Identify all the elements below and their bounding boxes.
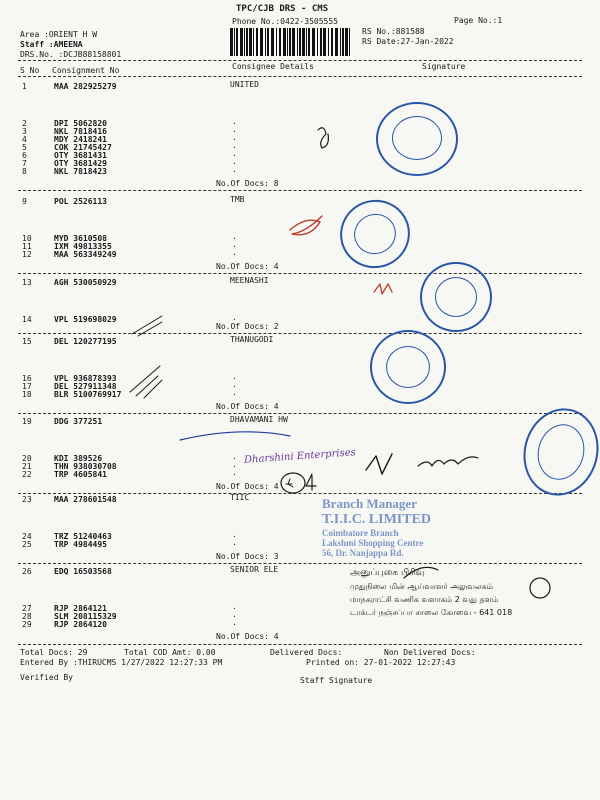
row-consignment-no: MAA 278601548	[54, 495, 117, 504]
consignee-name: SENIOR ELE	[230, 565, 279, 574]
row-sno: 18	[22, 390, 32, 399]
staff-signature: Staff Signature	[300, 676, 373, 685]
page-number: Page No.:1	[454, 16, 503, 25]
total-docs: Total Docs: 29	[20, 648, 88, 657]
col-signature: Signature	[422, 62, 466, 71]
signature-mark	[366, 454, 392, 474]
row-dot: .	[232, 618, 237, 627]
ink-stroke	[180, 432, 290, 440]
row-dot: .	[232, 232, 237, 241]
report-title: TPC/CJB DRS - CMS	[236, 4, 329, 14]
row-consignment-no: OTY 3681431	[54, 151, 107, 160]
drs-number: DRS.No. :DCJB88158801	[20, 50, 122, 59]
row-dot: .	[232, 149, 237, 158]
row-dot: .	[232, 133, 237, 142]
row-dot: .	[232, 240, 237, 249]
row-consignment-no: TRP 4984495	[54, 540, 107, 549]
consignee-name: MEENASHI	[230, 276, 269, 285]
auto-stores-stamp	[370, 330, 446, 404]
signature-mark	[374, 284, 392, 294]
consignee-name: THANUGODI	[230, 335, 274, 344]
row-consignment-no: KDI 389526	[54, 454, 103, 463]
row-sno: 23	[22, 495, 32, 504]
row-consignment-no: EDQ 16503568	[54, 567, 112, 576]
row-consignment-no: VPL 519698029	[54, 315, 117, 324]
electricals-stamp	[420, 262, 492, 332]
doc-count: No.Of Docs: 4	[216, 262, 279, 271]
row-consignment-no: RJP 2864120	[54, 620, 107, 629]
row-consignment-no: BLR 5100769917	[54, 390, 122, 399]
divider	[18, 644, 582, 645]
delivered-docs: Delivered Docs:	[270, 648, 343, 657]
row-dot: .	[232, 372, 237, 381]
row-dot: .	[232, 125, 237, 134]
rs-number: RS No.:881588	[362, 27, 425, 36]
handwritten-note: Dharshini Enterprises	[243, 447, 357, 466]
row-consignment-no: NKL 7818416	[54, 127, 107, 136]
tamil-stamp-line-4: டாக்டர் நஞ்சப்பா சாலை கோவை - 641 018	[350, 608, 513, 617]
consignee-name: TIIC	[230, 493, 250, 502]
doc-count: No.Of Docs: 4	[216, 402, 279, 411]
row-sno: 8	[22, 167, 27, 176]
row-consignment-no: DEL 120277195	[54, 337, 117, 346]
row-sno: 9	[22, 197, 27, 206]
col-consignee: Consignee Details	[232, 62, 314, 71]
row-dot: .	[232, 530, 237, 539]
row-sno: 22	[22, 470, 32, 479]
area-field: Area :ORIENT H W	[20, 30, 98, 39]
row-dot: .	[232, 313, 237, 322]
row-sno: 29	[22, 620, 32, 629]
row-sno: 25	[22, 540, 32, 549]
round-stamp	[376, 102, 458, 176]
row-consignment-no: RJP 2864121	[54, 604, 107, 613]
staff-field: Staff :AMEENA	[20, 40, 83, 49]
doc-count: No.Of Docs: 8	[216, 179, 279, 188]
divider	[18, 60, 582, 61]
row-consignment-no: MYD 3610508	[54, 234, 107, 243]
row-consignment-no: DDG 377251	[54, 417, 103, 426]
total-cod: Total COD Amt: 0.00	[124, 648, 216, 657]
row-consignment-no: NKL 7818423	[54, 167, 107, 176]
row-dot: .	[232, 452, 237, 461]
row-consignment-no: MDY 2418241	[54, 135, 107, 144]
row-dot: .	[232, 248, 237, 257]
entered-by: Entered By :THIRUCMS 1/27/2022 12:27:33 PM	[20, 658, 223, 667]
consignee-name: UNITED	[230, 80, 259, 89]
circled-mark	[281, 473, 305, 493]
row-sno: 10	[22, 234, 32, 243]
tamil-stamp-line-3: மாநகராட்சி வணிக வளாகம் 2 வது தளம்	[350, 595, 499, 604]
printed-on: Printed on: 27-01-2022 12:27:43	[306, 658, 456, 667]
row-dot: .	[232, 141, 237, 150]
row-dot: .	[232, 388, 237, 397]
divider	[18, 333, 582, 334]
row-sno: 28	[22, 612, 32, 621]
row-dot: .	[232, 460, 237, 469]
divider	[18, 273, 582, 274]
row-consignment-no: VPL 936878393	[54, 374, 117, 383]
row-sno: 12	[22, 250, 32, 259]
row-sno: 3	[22, 127, 27, 136]
row-consignment-no: POL 2526113	[54, 197, 107, 206]
doc-count: No.Of Docs: 2	[216, 322, 279, 331]
circled-mark	[530, 578, 550, 598]
row-sno: 13	[22, 278, 32, 287]
col-sno: S No	[20, 66, 40, 75]
row-sno: 1	[22, 82, 27, 91]
row-consignment-no: AGH 530050929	[54, 278, 117, 287]
col-consignment: Consignment No	[52, 66, 120, 75]
tamil-stamp-line-2: முதுநிலை மின் ஆய்வாளர் அலுவலகம்	[350, 582, 494, 591]
doc-count: No.Of Docs: 4	[216, 632, 279, 641]
non-delivered-docs: Non Delivered Docs:	[384, 648, 476, 657]
hardware-stamp	[514, 400, 600, 504]
consignee-name: DHAVAMANI HW	[230, 415, 288, 424]
row-consignment-no: SLM 208115329	[54, 612, 117, 621]
row-sno: 4	[22, 135, 27, 144]
row-sno: 27	[22, 604, 32, 613]
row-sno: 2	[22, 119, 27, 128]
row-sno: 19	[22, 417, 32, 426]
row-sno: 16	[22, 374, 32, 383]
row-dot: .	[232, 157, 237, 166]
verified-by: Verified By	[20, 673, 73, 682]
barcode	[230, 28, 352, 56]
row-dot: .	[232, 610, 237, 619]
row-consignment-no: TRP 4605841	[54, 470, 107, 479]
row-dot: .	[232, 117, 237, 126]
doc-count: No.Of Docs: 3	[216, 552, 279, 561]
row-consignment-no: MAA 563349249	[54, 250, 117, 259]
signature-mark	[418, 457, 478, 466]
consignee-name: TMB	[230, 195, 245, 204]
row-sno: 5	[22, 143, 27, 152]
row-dot: .	[232, 468, 237, 477]
divider	[18, 76, 582, 77]
row-consignment-no: THN 938030708	[54, 462, 117, 471]
row-consignment-no: TRZ 51240463	[54, 532, 112, 541]
tamil-stamp-line-1: அனுப்புகை பிரிவு	[350, 568, 425, 578]
row-consignment-no: IXM 49813355	[54, 242, 112, 251]
divider	[18, 413, 582, 414]
signature-mark	[290, 216, 322, 235]
doc-count: No.Of Docs: 4	[216, 482, 279, 491]
row-dot: .	[232, 165, 237, 174]
row-consignment-no: OTY 3681429	[54, 159, 107, 168]
row-sno: 7	[22, 159, 27, 168]
rs-date: RS Date:27-Jan-2022	[362, 37, 454, 46]
divider	[18, 563, 582, 564]
row-dot: .	[232, 602, 237, 611]
row-sno: 20	[22, 454, 32, 463]
tiic-branch-stamp: Branch Manager T.I.I.C. LIMITED Coimbatore Branch Lakshmi Shopping Centre 56, Dr. Nanjappa Rd.	[322, 496, 432, 558]
row-consignment-no: DPI 5062820	[54, 119, 107, 128]
row-sno: 26	[22, 567, 32, 576]
divider	[18, 190, 582, 191]
row-sno: 14	[22, 315, 32, 324]
row-dot: .	[232, 538, 237, 547]
row-consignment-no: COK 21745427	[54, 143, 112, 152]
bank-stamp	[330, 190, 419, 278]
row-sno: 17	[22, 382, 32, 391]
row-sno: 21	[22, 462, 32, 471]
row-sno: 6	[22, 151, 27, 160]
check-stroke	[130, 366, 162, 398]
row-sno: 11	[22, 242, 32, 251]
row-consignment-no: DEL 527911348	[54, 382, 117, 391]
signature-mark	[318, 128, 328, 148]
row-sno: 24	[22, 532, 32, 541]
row-consignment-no: MAA 282925279	[54, 82, 117, 91]
row-dot: .	[232, 380, 237, 389]
divider	[18, 493, 582, 494]
row-sno: 15	[22, 337, 32, 346]
phone-number: Phone No.:0422-3505555	[232, 17, 338, 26]
